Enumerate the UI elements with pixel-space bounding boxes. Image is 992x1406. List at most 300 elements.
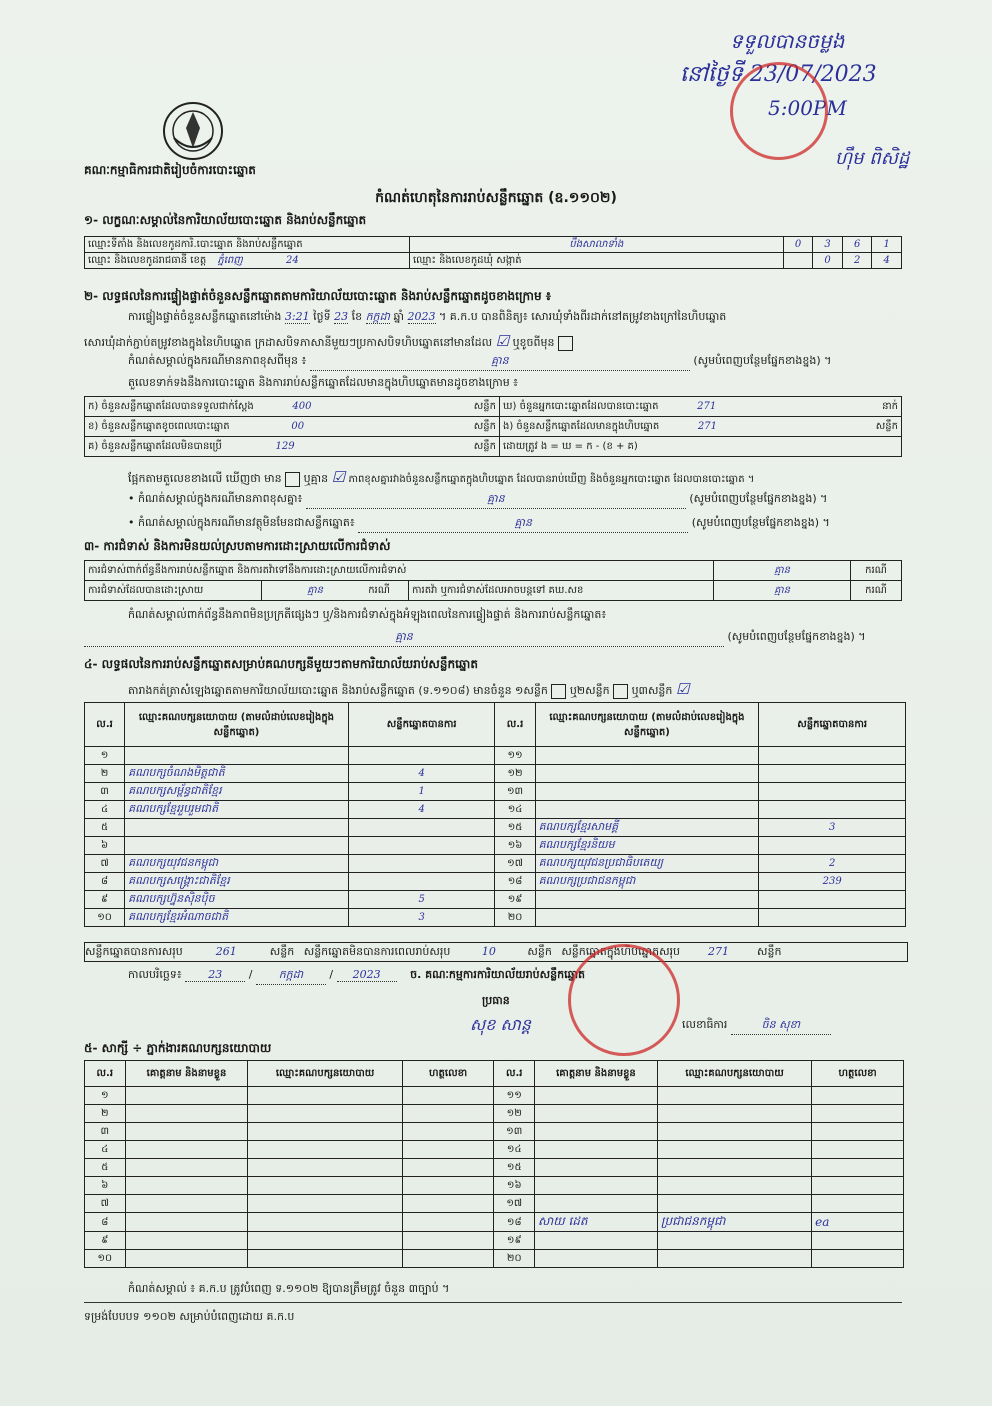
- chair-label: ប្រធាន: [482, 994, 510, 1007]
- witness-row: [85, 1195, 904, 1213]
- checkbox-checked[interactable]: ☑: [495, 332, 510, 350]
- row-votes: [759, 783, 906, 801]
- fig-ng-value: 271: [697, 421, 717, 432]
- sec2-text: សោរឃុំដាក់ភ្ជាប់តម្រូវខាងក្នុងនៃហិបឆ្នោត ក្រដាសបិទភាសានីមួយៗប្រកាសបិទហិបឆ្នោតនៅមានដែល: [84, 336, 493, 349]
- sec3-note: [84, 630, 902, 647]
- row-party: [657, 1141, 811, 1159]
- row-votes: 239: [759, 873, 906, 891]
- row-sign[interactable]: [402, 1250, 494, 1268]
- row-party: [248, 1159, 402, 1177]
- fig-k-label: ក) ចំនួនសន្លឹកឆ្នោតដែលបានទទួលជាក់ស្តែង: [88, 401, 254, 412]
- row-name: [125, 1250, 248, 1268]
- row-votes: [759, 765, 906, 783]
- witness-row: [85, 1105, 904, 1123]
- sec3-r2-label: ការជំទាស់ដែលបានដោះស្រាយ: [85, 581, 262, 601]
- sec2-note: [128, 354, 904, 371]
- fig-ko-label: គ) ចំនួនសន្លឹកឆ្នោតដែលមិនបានប្រើ: [88, 441, 222, 452]
- unit: សន្លឹក: [527, 945, 552, 958]
- col-no: ល.រ: [494, 1061, 535, 1087]
- row-sign[interactable]: [812, 1087, 904, 1105]
- row-votes: 4: [348, 765, 495, 783]
- row-sign[interactable]: [402, 1123, 494, 1141]
- row-no: ៨: [85, 1213, 126, 1232]
- row-votes: 2: [759, 855, 906, 873]
- row-no: ៣: [85, 1123, 126, 1141]
- code-digit: 1: [872, 237, 902, 253]
- row-no: ១៥: [495, 819, 535, 837]
- footer-text: ទម្រង់បែបបទ ១១០២ សម្រាប់បំពេញដោយ គ.ក.ប: [84, 1310, 295, 1323]
- unit: សន្លឹក: [473, 401, 496, 412]
- row-no: ៥: [85, 819, 125, 837]
- row-no: ១៤: [495, 801, 535, 819]
- sec1-row2-code1: 24: [285, 255, 299, 266]
- secretary-line: [682, 1018, 831, 1035]
- row-name: [125, 1159, 248, 1177]
- row-party: គណបក្សយុវជនកម្ពុជា: [125, 855, 349, 873]
- date-year: 2023: [337, 968, 397, 982]
- results-row: [85, 747, 906, 765]
- unit: សន្លឹក: [757, 945, 782, 958]
- row-no: ៣: [85, 783, 125, 801]
- results-table: [84, 702, 906, 927]
- col-no: ល.រ: [85, 1061, 126, 1087]
- row-votes: 3: [759, 819, 906, 837]
- sec2-para3: តួលេខទាក់ទងនឹងការបោះឆ្នោត និងការរាប់សន្លឹកឆ្នោតដែលមានក្នុងហិបឆ្នោតមានដូចខាងក្រោម ៖: [128, 376, 519, 389]
- secretary-signature: ចិន សុខា: [731, 1018, 831, 1035]
- row-votes: [348, 855, 495, 873]
- sec2-year: 2023: [407, 310, 436, 323]
- col-no: ល.រ: [85, 703, 125, 747]
- row-name: [125, 1195, 248, 1213]
- row-votes: 3: [348, 909, 495, 927]
- row-name: [535, 1195, 658, 1213]
- sec3-r1-value: គ្មាន: [714, 561, 851, 581]
- results-row: [85, 873, 906, 891]
- row-name: [535, 1087, 658, 1105]
- row-no: ៧: [85, 855, 125, 873]
- fig-ko-value: 129: [275, 441, 295, 452]
- row-votes: 1: [348, 783, 495, 801]
- receipt-signer: ហ៊ឹម ពិសិដ្ឋ: [835, 148, 910, 169]
- sec3-table: [84, 560, 902, 601]
- col-party: ឈ្មោះគណបក្សនយោបាយ: [657, 1061, 811, 1087]
- col-party: ឈ្មោះគណបក្សនយោបាយ (តាមលំដាប់លេខរៀងក្នុងសន្លឹកឆ្នោត): [125, 703, 349, 747]
- doc-title: កំណត់ហេតុនៃការរាប់សន្លឹកឆ្នោត (ឧ.១១០២): [375, 190, 617, 206]
- results-row: [85, 783, 906, 801]
- code-digit: 4: [872, 253, 902, 269]
- row-party: គណបក្សហ្វ៊ុនស៊ិនប៉ិច: [125, 891, 349, 909]
- sec5-heading: ៥- សាក្សី ÷ ភ្នាក់ងារគណបក្សនយោបាយ: [84, 1041, 272, 1055]
- row-sign[interactable]: [812, 1159, 904, 1177]
- row-party: [535, 801, 759, 819]
- row-sign[interactable]: [812, 1232, 904, 1250]
- sec1-row1-value: បឹងសាលាទាំង: [409, 237, 783, 253]
- sec2-text: ឬខូចពីមុន: [512, 336, 555, 349]
- row-votes: [348, 837, 495, 855]
- row-sign[interactable]: ea: [812, 1213, 904, 1232]
- row-name: [125, 1123, 248, 1141]
- row-name: [125, 1177, 248, 1195]
- row-party: [248, 1232, 402, 1250]
- secretary-label: លេខាធិការ: [682, 1018, 728, 1031]
- row-no: ២០: [494, 1250, 535, 1268]
- code-digit: 2: [842, 253, 872, 269]
- col-name: គោត្តនាម និងនាមខ្លួន: [125, 1061, 248, 1087]
- sec3-note-label: កំណត់សម្គាល់ពាក់ព័ន្ធនឹងភាពមិនប្រក្រតីផ្សេងៗ ឬ/និងការជំទាស់ក្នុងអំឡុងពេលនៃការផ្ទៀងផ្ទាត់ និងការរាប់សន្លឹកឆ្នោត៖: [128, 608, 607, 621]
- unit: ករណី: [368, 585, 390, 596]
- row-name: [535, 1177, 658, 1195]
- row-sign[interactable]: [812, 1177, 904, 1195]
- code-digit: 0: [783, 237, 813, 253]
- total-box-value: 271: [708, 945, 730, 958]
- row-sign[interactable]: [402, 1177, 494, 1195]
- results-row: [85, 891, 906, 909]
- row-party: [535, 891, 759, 909]
- row-no: ១២: [494, 1105, 535, 1123]
- unit: ករណី: [851, 581, 902, 601]
- bullet-label: • កំណត់សម្គាល់ក្នុងករណីមានវត្ថុមិនមែនជាសន្លឹកឆ្នោត៖: [128, 516, 355, 529]
- total-invalid-label: សន្លឹកឆ្នោតមិនបានការពេលរាប់សរុប: [303, 945, 451, 958]
- sec3-note-suffix: (សូមបំពេញបន្ថែមផ្នែកខាងខ្នង) ។: [727, 630, 866, 643]
- row-party: [657, 1195, 811, 1213]
- committee-stamp: [568, 944, 680, 1056]
- total-invalid-value: 10: [481, 945, 496, 958]
- row-no: ១១: [495, 747, 535, 765]
- witness-row: [85, 1177, 904, 1195]
- witness-row: [85, 1123, 904, 1141]
- row-no: ៧: [85, 1195, 126, 1213]
- row-party: [125, 819, 349, 837]
- sec2-note-label: កំណត់សម្គាល់ក្នុងករណីមានភាពខុសពីមុន ៖: [128, 354, 307, 367]
- row-party: គណបក្សខ្មែររួបរួមជាតិ: [125, 801, 349, 819]
- totals-row: [84, 942, 908, 962]
- sec4-text: ឬ៣សន្លឹក: [631, 684, 673, 697]
- committee-label: ច. គណៈកម្មការការិយាល័យរាប់សន្លឹកឆ្នោត: [410, 968, 586, 981]
- checkbox-empty[interactable]: [613, 684, 628, 699]
- row-no: ១៩: [495, 891, 535, 909]
- row-votes: [759, 747, 906, 765]
- sec2-text: ។ គ.ក.ប បានពិនិត្យ៖ សោរឃុំទាំងពីរដាក់នៅតម្រូវខាងក្រៅនៃហិបឆ្នោត: [439, 310, 727, 323]
- sec3-r2-cell: [262, 581, 409, 601]
- sec3-r1-label: ការជំទាស់ពាក់ព័ន្ធនឹងការរាប់សន្លឹកឆ្នោត និងការតវ៉ាទៅនឹងការដោះស្រាយលើការជំទាស់: [85, 561, 714, 581]
- results-row: [85, 855, 906, 873]
- row-party: គណបក្សចំណងមិត្តជាតិ: [125, 765, 349, 783]
- row-party: [535, 909, 759, 927]
- sec2-note-value: គ្មាន: [310, 354, 690, 371]
- checkbox-checked[interactable]: ☑: [331, 468, 346, 486]
- row-party: គណបក្សខ្មែរអំណាចជាតិ: [125, 909, 349, 927]
- row-party: [657, 1232, 811, 1250]
- sec1-row2-label: ឈ្មោះ និងលេខកូដរាជធានី ខេត្ត: [88, 255, 207, 266]
- date-label: កាលបរិច្ឆេទ៖: [128, 968, 182, 981]
- row-name: [125, 1105, 248, 1123]
- row-sign[interactable]: [402, 1213, 494, 1232]
- sec2-text: ផ្អែកតាមតួលេខខាងលើ ឃើញថា មាន: [128, 472, 282, 485]
- row-sign[interactable]: [402, 1105, 494, 1123]
- row-name: [125, 1141, 248, 1159]
- sec1-row2-mid: ឈ្មោះ និងលេខកូដឃុំ សង្កាត់: [409, 253, 783, 269]
- sec2-figures-table: [84, 396, 902, 457]
- row-no: ៦: [85, 837, 125, 855]
- row-party: [657, 1250, 811, 1268]
- col-party: ឈ្មោះគណបក្សនយោបាយ: [248, 1061, 402, 1087]
- row-sign[interactable]: [812, 1195, 904, 1213]
- receipt-date: នៅថ្ងៃទី 23/07/2023: [680, 62, 877, 87]
- witness-row: [85, 1232, 904, 1250]
- sec3-r2-value2: គ្មាន: [714, 581, 851, 601]
- row-votes: [759, 909, 906, 927]
- row-party: [248, 1177, 402, 1195]
- row-name: [535, 1105, 658, 1123]
- checkbox-checked[interactable]: ☑: [675, 680, 690, 698]
- row-sign[interactable]: [812, 1250, 904, 1268]
- row-party: ប្រជាជនកម្ពុជា: [657, 1213, 811, 1232]
- code-digit: 6: [842, 237, 872, 253]
- col-no: ល.រ: [495, 703, 535, 747]
- row-name: [535, 1232, 658, 1250]
- row-no: ១៧: [495, 855, 535, 873]
- total-valid-label: សន្លឹកឆ្នោតបានការសរុប: [85, 945, 183, 958]
- witness-table: [84, 1060, 904, 1268]
- receipt-stamp: [730, 62, 828, 160]
- org-name: គណៈកម្មាធិការជាតិរៀបចំការបោះឆ្នោត: [84, 163, 256, 177]
- row-party: គណបក្សខ្មែរសាមគ្គី: [535, 819, 759, 837]
- row-no: ១៩: [494, 1232, 535, 1250]
- code-digit: 3: [813, 237, 843, 253]
- witness-row: [85, 1250, 904, 1268]
- checkbox-empty[interactable]: [558, 336, 573, 351]
- row-no: ១៧: [494, 1195, 535, 1213]
- row-no: ៩: [85, 891, 125, 909]
- row-votes: 4: [348, 801, 495, 819]
- row-party: [248, 1141, 402, 1159]
- row-no: ១៥: [494, 1159, 535, 1177]
- checkbox-empty[interactable]: [551, 684, 566, 699]
- sec4-text: តារាងកត់ត្រាសំឡេងឆ្នោតតាមការិយាល័យបោះឆ្នោត និងរាប់សន្លឹកឆ្នោត (ទ.១១០៨) មានចំនួន ១សន្លឹក: [128, 684, 548, 697]
- row-name: សាយ ដេត: [535, 1213, 658, 1232]
- row-no: ២០: [495, 909, 535, 927]
- receipt-label: ទទួលបានចម្លង: [730, 29, 845, 53]
- row-name: [125, 1213, 248, 1232]
- unit: សន្លឹក: [473, 441, 496, 452]
- row-no: ១: [85, 747, 125, 765]
- col-name: គោត្តនាម និងនាមខ្លួន: [535, 1061, 658, 1087]
- col-party: ឈ្មោះគណបក្សនយោបាយ (តាមលំដាប់លេខរៀងក្នុងសន្លឹកឆ្នោត): [535, 703, 759, 747]
- row-no: ១២: [495, 765, 535, 783]
- row-party: [535, 783, 759, 801]
- row-party: [657, 1159, 811, 1177]
- bullet-suffix: (សូមបំពេញបន្ថែមផ្នែកខាងខ្នង) ។: [689, 492, 828, 505]
- row-no: ១៦: [494, 1177, 535, 1195]
- sec2-para1: [128, 310, 904, 326]
- witness-row: [85, 1159, 904, 1177]
- row-party: [125, 837, 349, 855]
- row-no: ១: [85, 1087, 126, 1105]
- row-party: [248, 1250, 402, 1268]
- row-party: [125, 747, 349, 765]
- row-party: គណបក្សប្រជាជនកម្ពុជា: [535, 873, 759, 891]
- results-row: [85, 801, 906, 819]
- fig-formula: ដោយត្រូវ ង = ឃ = ក - (ខ + គ): [500, 437, 902, 457]
- sec2-bullet1: [128, 492, 904, 509]
- bullet-value: គ្មាន: [358, 516, 688, 533]
- footnote: កំណត់សម្គាល់ ៖ គ.ក.ប ត្រូវបំពេញ ទ.១១០២ ឱ្យបានត្រឹមត្រូវ ចំនួន ៣ច្បាប់ ។: [128, 1282, 450, 1295]
- col-votes: សន្លឹកឆ្នោតបានការ: [348, 703, 495, 747]
- fig-kh-value: 00: [291, 421, 305, 432]
- sec4-intro: [128, 680, 689, 700]
- row-no: ៩: [85, 1232, 126, 1250]
- sec2-text: ការផ្ទៀងផ្ទាត់ចំនួនសន្លឹកឆ្នោតនៅម៉ោង: [128, 310, 282, 323]
- row-no: ១៤: [494, 1141, 535, 1159]
- row-no: ១៦: [495, 837, 535, 855]
- sec2-text: ភាពខុសគ្នារវាងចំនួនសន្លឹកឆ្នោតក្នុងហិបឆ្នោត ដែលបានរាប់ឃើញ និងចំនួនអ្នកបោះឆ្នោត ដែលបានបោះឆ្នោត ។: [348, 474, 755, 485]
- total-valid-value: 261: [215, 945, 237, 958]
- sec2-time: 3:21: [284, 310, 310, 323]
- sec3-heading: ៣- ការជំទាស់ និងការមិនយល់ស្របតាមការដោះស្រាយលើការជំទាស់: [84, 539, 391, 553]
- row-no: ១៨: [494, 1213, 535, 1232]
- results-row: [85, 765, 906, 783]
- fig-ng-label: ង) ចំនួនសន្លឹកឆ្នោតដែលមានក្នុងហិបឆ្នោត: [503, 421, 660, 432]
- row-party: គណបក្សសង្គ្រោះជាតិខ្មែរ: [125, 873, 349, 891]
- fig-gh-label: ឃ) ចំនួនអ្នកបោះឆ្នោតដែលបានបោះឆ្នោត: [503, 401, 659, 412]
- sec2-day: 23: [334, 310, 349, 323]
- row-party: [248, 1087, 402, 1105]
- col-votes: សន្លឹកឆ្នោតបានការ: [759, 703, 906, 747]
- receipt-time: 5:00PM: [768, 96, 847, 120]
- results-row: [85, 837, 906, 855]
- unit: ករណី: [851, 561, 902, 581]
- row-no: ៤: [85, 1141, 126, 1159]
- row-party: [248, 1213, 402, 1232]
- witness-row: [85, 1141, 904, 1159]
- row-name: [125, 1087, 248, 1105]
- unit: នាក់: [882, 401, 898, 412]
- row-sign[interactable]: [402, 1141, 494, 1159]
- row-votes: [348, 747, 495, 765]
- row-sign[interactable]: [402, 1195, 494, 1213]
- sec2-para2: [84, 332, 573, 352]
- sec4-heading: ៤- លទ្ធផលនៃការរាប់សន្លឹកឆ្នោតសម្រាប់គណបក្សនីមួយៗតាមការិយាល័យរាប់សន្លឹកឆ្នោត: [84, 657, 478, 671]
- row-votes: 5: [348, 891, 495, 909]
- row-votes: [348, 819, 495, 837]
- date-month: កក្កដា: [256, 968, 326, 985]
- row-party: [248, 1123, 402, 1141]
- chair-signature: សុខ សាន្ត: [470, 1015, 531, 1034]
- results-row: [85, 909, 906, 927]
- sec3-r2-mid: ការតវ៉ា ឬការជំទាស់ដែលអាចបន្តទៅ គឃ.សខ: [409, 581, 714, 601]
- bullet-label: • កំណត់សម្គាល់ក្នុងករណីមានភាពខុសគ្នា៖: [128, 492, 303, 505]
- results-row: [85, 819, 906, 837]
- row-no: ១៨: [495, 873, 535, 891]
- fig-k-value: 400: [292, 401, 312, 412]
- sec3-note-value: គ្មាន: [84, 630, 724, 647]
- sec3-r2-value: គ្មាន: [307, 585, 323, 596]
- checkbox-empty[interactable]: [285, 472, 300, 487]
- sec1-row1-label: ឈ្មោះទីតាំង និងលេខកូដការិ.បោះឆ្នោត និងរាប់សន្លឹកឆ្នោត: [85, 237, 410, 253]
- sec2-text: ឆ្នាំ: [393, 310, 404, 323]
- sec4-date-line: កាលបរិច្ឆេទ៖ 23 / កក្កដា / 2023 ច. គណៈកម្មការការិយាល័យរាប់សន្លឹកឆ្នោត: [128, 968, 585, 985]
- row-sign[interactable]: [812, 1123, 904, 1141]
- sec2-text: ខែ: [351, 310, 363, 323]
- unit: សន្លឹក: [473, 421, 496, 432]
- row-no: ១០: [85, 1250, 126, 1268]
- row-sign[interactable]: [402, 1159, 494, 1177]
- row-party: [535, 765, 759, 783]
- row-party: [535, 747, 759, 765]
- sec2-heading: ២- លទ្ធផលនៃការផ្ទៀងផ្ទាត់ចំនួនសន្លឹកឆ្នោតតាមការិយាល័យបោះឆ្នោត និងរាប់សន្លឹកឆ្នោតដូចខាងក្រោម ៖: [84, 289, 552, 303]
- col-sign: ហត្ថលេខា: [812, 1061, 904, 1087]
- fig-kh-label: ខ) ចំនួនសន្លឹកឆ្នោតខូចពេលបោះឆ្នោត: [88, 421, 230, 432]
- row-name: [535, 1250, 658, 1268]
- sec4-text: ឬ២សន្លឹក: [569, 684, 610, 697]
- row-no: ១៣: [494, 1123, 535, 1141]
- row-party: គណបក្សយុវជនប្រជាធិបតេយ្យ: [535, 855, 759, 873]
- row-sign[interactable]: [402, 1232, 494, 1250]
- row-no: ៦: [85, 1177, 126, 1195]
- sec2-para4: [128, 468, 754, 488]
- row-party: [657, 1105, 811, 1123]
- witness-row: [85, 1213, 904, 1232]
- sec2-note-suffix: (សូមបំពេញបន្ថែមផ្នែកខាងខ្នង) ។: [693, 354, 832, 367]
- row-name: [535, 1141, 658, 1159]
- row-votes: [759, 837, 906, 855]
- sec1-table: [84, 236, 902, 269]
- row-party: គណបក្សខ្មែរនិយម: [535, 837, 759, 855]
- row-party: គណបក្សសម្ព័ន្ធជាតិខ្មែរ: [125, 783, 349, 801]
- row-no: ៨: [85, 873, 125, 891]
- footer-divider: [84, 1302, 902, 1303]
- sec2-text: ថ្ងៃទី: [313, 310, 331, 323]
- col-sign: ហត្ថលេខា: [402, 1061, 494, 1087]
- sec1-heading: ១- លក្ខណៈសម្គាល់នៃការិយាល័យបោះឆ្នោត និងរាប់សន្លឹកឆ្នោត: [84, 213, 367, 227]
- row-party: [657, 1177, 811, 1195]
- row-votes: [348, 873, 495, 891]
- row-no: ២: [85, 1105, 126, 1123]
- row-no: ១១: [494, 1087, 535, 1105]
- row-name: [125, 1232, 248, 1250]
- sec2-month: កក្កដា: [365, 310, 391, 323]
- row-no: ៤: [85, 801, 125, 819]
- total-box-label: សន្លឹកឆ្នោតក្នុងហិបឆ្នោតសរុប: [561, 945, 681, 958]
- row-votes: [759, 801, 906, 819]
- row-name: [535, 1159, 658, 1177]
- row-no: ៥: [85, 1159, 126, 1177]
- row-name: [535, 1123, 658, 1141]
- unit: សន្លឹក: [269, 945, 295, 958]
- row-votes: [759, 891, 906, 909]
- row-no: ២: [85, 765, 125, 783]
- witness-row: [85, 1087, 904, 1105]
- fig-gh-value: 271: [697, 401, 717, 412]
- row-no: ១០: [85, 909, 125, 927]
- sec2-bullet2: [128, 516, 904, 533]
- unit: សន្លឹក: [875, 421, 898, 432]
- date-day: 23: [185, 968, 245, 982]
- code-digit: 0: [813, 253, 843, 269]
- row-sign[interactable]: [812, 1141, 904, 1159]
- row-party: [248, 1105, 402, 1123]
- row-party: [657, 1123, 811, 1141]
- row-sign[interactable]: [812, 1105, 904, 1123]
- bullet-value: គ្មាន: [306, 492, 686, 509]
- sec2-text: ឬគ្មាន: [303, 472, 329, 485]
- row-sign[interactable]: [402, 1087, 494, 1105]
- emblem-icon: [160, 100, 226, 162]
- row-party: [657, 1087, 811, 1105]
- bullet-suffix: (សូមបំពេញបន្ថែមផ្នែកខាងខ្នង) ។: [691, 516, 830, 529]
- sec1-row2-value: ភ្នំពេញ: [217, 255, 243, 266]
- row-no: ១៣: [495, 783, 535, 801]
